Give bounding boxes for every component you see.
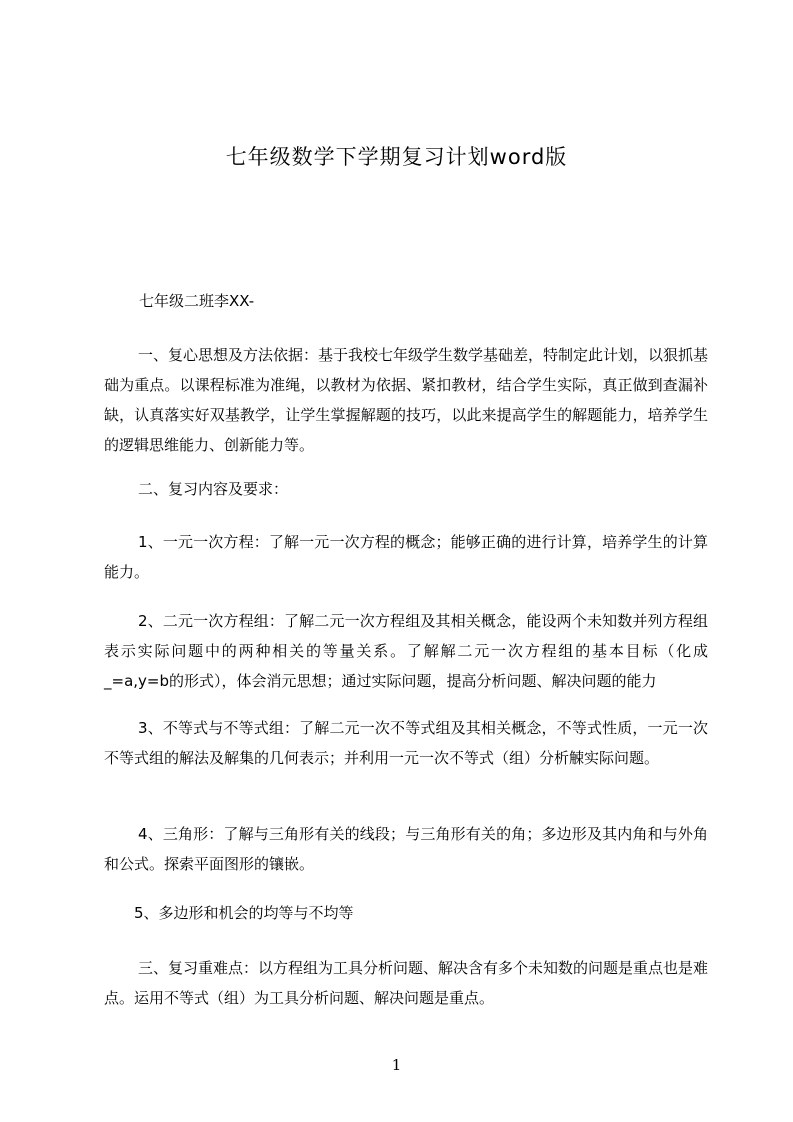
- document-title: 七年级数学下学期复习计划word版: [225, 145, 568, 169]
- paragraph-principles: 一、复心思想及方法依据：基于我校七年级学生数学基础差，特制定此计划，以狠抓基础为重点。以课程标准为准绳，以教材为依据、紧扣教材，结合学生实际，真正做到查漏补缺，认真落实好双基教学，让学生掌握解题的技巧，以此来提高学生的解题能力，培养学生的逻辑思维能力、创新能力等。: [104, 346, 709, 454]
- paragraph-item-4: 4、三角形：了解与三角形有关的线段；与三角形有关的角；多边形及其内角和与外角和公式。探索平面图形的镶嵌。: [104, 825, 708, 873]
- paragraph-item-3: 3、不等式与不等式组：了解二元一次不等式组及其相关概念，不等式性质，一元一次不等式组的解法及解集的几何表示；并利用一元一次不等式（组）分析觫实际问题。: [104, 719, 708, 767]
- paragraph-key-points: 三、复习重难点：以方程组为工具分析问题、解决含有多个未知数的问题是重点也是难点。运用不等式（组）为工具分析问题、解决问题是重点。: [104, 959, 709, 1007]
- paragraph-item-2: 2、二元一次方程组：了解二元一次方程组及其相关概念，能设两个未知数并列方程组表示实际问题中的两种相关的等量关系。了解解二元一次方程组的基本目标（化成_=a,y=b的形式），体会消元思想；通过实际问题，提高分析问题、解决问题的能力: [104, 612, 708, 690]
- paragraph-content-heading: 二、复习内容及要求：: [138, 480, 289, 498]
- paragraph-item-5: 5、多边形和机会的均等与不均等: [134, 904, 354, 922]
- page-number: 1: [391, 1056, 402, 1074]
- author-line: 七年级二班李XX-: [139, 292, 255, 310]
- paragraph-item-1: 1、一元一次方程：了解一元一次方程的概念；能够正确的进行计算，培养学生的计算能力。: [104, 533, 708, 581]
